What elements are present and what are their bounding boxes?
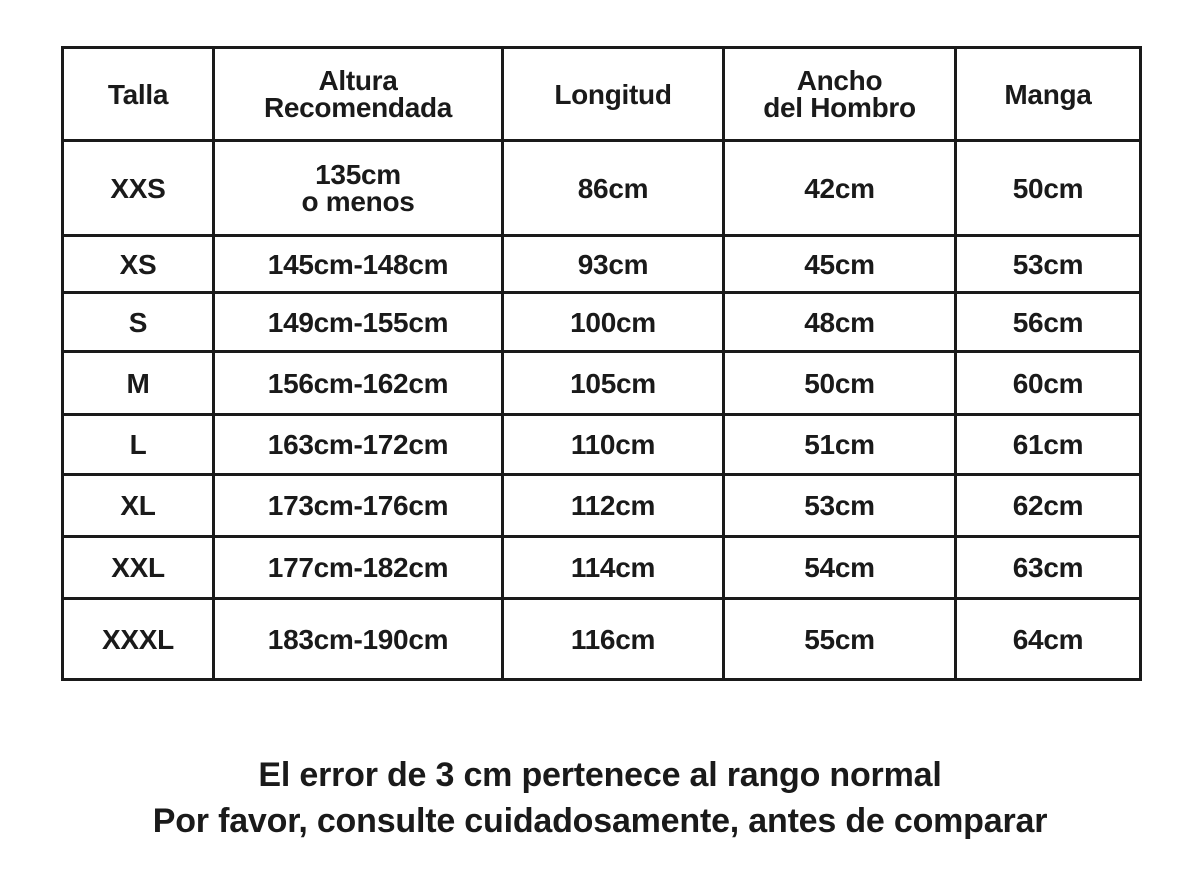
cell-altura: 135cm o menos — [214, 141, 503, 236]
cell-altura: 163cm-172cm — [214, 415, 503, 475]
cell-manga: 56cm — [956, 293, 1141, 352]
cell-talla: XXS — [63, 141, 214, 236]
cell-longitud: 93cm — [503, 236, 724, 293]
table-row-m — [63, 352, 1141, 415]
note-line-1: El error de 3 cm pertenece al rango normal — [258, 756, 942, 794]
note-line-2: Por favor, consulte cuidadosamente, antes de comparar — [152, 802, 1048, 840]
cell-talla: XXXL — [63, 599, 214, 680]
cell-ancho: 45cm — [724, 236, 956, 293]
cell-manga: 62cm — [956, 475, 1141, 537]
cell-altura: 183cm-190cm — [214, 599, 503, 680]
cell-manga: 53cm — [956, 236, 1141, 293]
cell-talla: XXL — [63, 537, 214, 599]
cell-manga: 61cm — [956, 415, 1141, 475]
cell-longitud: 114cm — [503, 537, 724, 599]
table-row-l — [63, 415, 1141, 475]
cell-altura: 149cm-155cm — [214, 293, 503, 352]
cell-altura: 173cm-176cm — [214, 475, 503, 537]
cell-manga: 63cm — [956, 537, 1141, 599]
header-altura-recomendada: Altura Recomendada — [214, 48, 503, 141]
disclaimer-note — [0, 752, 1200, 844]
cell-longitud: 105cm — [503, 352, 724, 415]
cell-talla: M — [63, 352, 214, 415]
table-row-xs — [63, 236, 1141, 293]
cell-ancho: 48cm — [724, 293, 956, 352]
header-longitud: Longitud — [503, 48, 724, 141]
table-row-s — [63, 293, 1141, 352]
cell-longitud: 110cm — [503, 415, 724, 475]
cell-ancho: 42cm — [724, 141, 956, 236]
cell-altura: 156cm-162cm — [214, 352, 503, 415]
cell-longitud: 86cm — [503, 141, 724, 236]
cell-manga: 50cm — [956, 141, 1141, 236]
cell-ancho: 51cm — [724, 415, 956, 475]
cell-ancho: 50cm — [724, 352, 956, 415]
cell-ancho: 53cm — [724, 475, 956, 537]
cell-longitud: 116cm — [503, 599, 724, 680]
cell-talla: S — [63, 293, 214, 352]
cell-manga: 64cm — [956, 599, 1141, 680]
header-ancho-del-hombro: Ancho del Hombro — [724, 48, 956, 141]
table-row-xxs — [63, 141, 1141, 236]
cell-talla: XS — [63, 236, 214, 293]
table-row-xxxl — [63, 599, 1141, 680]
cell-talla: XL — [63, 475, 214, 537]
cell-altura: 177cm-182cm — [214, 537, 503, 599]
cell-talla: L — [63, 415, 214, 475]
cell-ancho: 54cm — [724, 537, 956, 599]
header-talla: Talla — [63, 48, 214, 141]
cell-altura: 145cm-148cm — [214, 236, 503, 293]
header-row — [63, 48, 1141, 141]
size-chart-table — [61, 46, 1142, 681]
cell-longitud: 112cm — [503, 475, 724, 537]
cell-manga: 60cm — [956, 352, 1141, 415]
table-row-xxl — [63, 537, 1141, 599]
header-manga: Manga — [956, 48, 1141, 141]
table-row-xl — [63, 475, 1141, 537]
cell-longitud: 100cm — [503, 293, 724, 352]
cell-ancho: 55cm — [724, 599, 956, 680]
